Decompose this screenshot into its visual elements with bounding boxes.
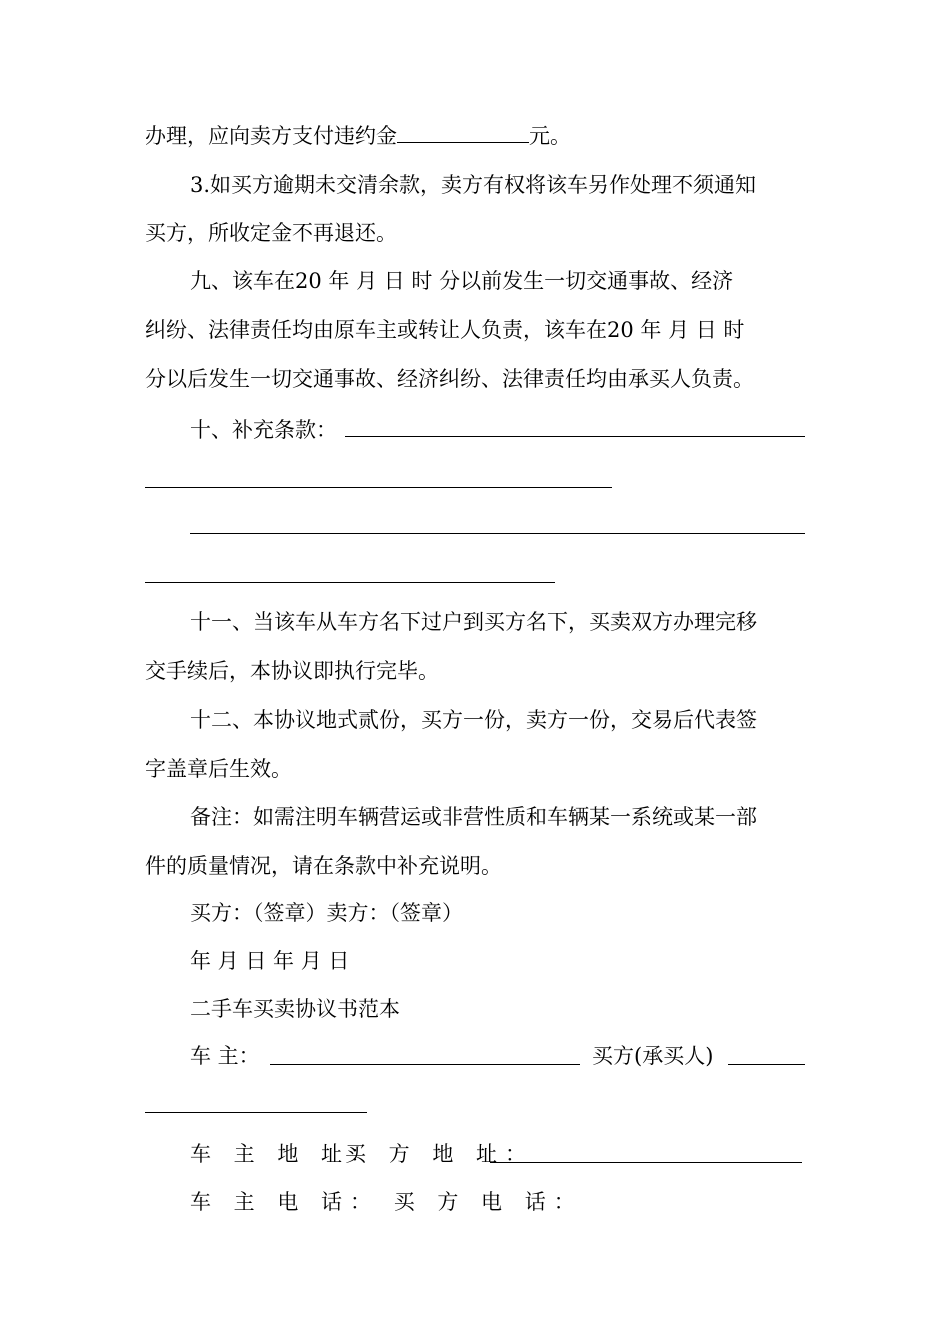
remark-line-1: 备注：如需注明车辆营运或非营性质和车辆某一系统或某一部 <box>190 805 757 829</box>
penalty-amount-blank <box>397 120 529 143</box>
supplement-blank-1 <box>345 436 805 437</box>
supplement-blank-3 <box>190 533 805 534</box>
buyer-address-blank <box>490 1162 802 1163</box>
supplement-blank-4 <box>145 582 555 583</box>
clause-11-line-1: 十一、当该车从车方名下过户到买方名下，买卖双方办理完移 <box>190 610 757 634</box>
remark-line-2: 件的质量情况，请在条款中补充说明。 <box>145 854 502 878</box>
clause-9-line-2: 纠纷、法律责任均由原车主或转让人负责，该车在20 年 月 日 时 <box>145 318 745 342</box>
buyer-blank-1 <box>728 1064 805 1065</box>
clause-12-line-1: 十二、本协议地式贰份，买方一份，卖方一份，交易后代表签 <box>190 708 757 732</box>
buyer-blank-2 <box>145 1112 367 1113</box>
buyer-address-label: 买 方 地 址： <box>345 1142 535 1166</box>
clause-9-line-3: 分以后发生一切交通事故、经济纠纷、法律责任均由承买人负责。 <box>145 367 754 391</box>
signature-line: 买方：（签章）卖方：（签章） <box>190 901 463 925</box>
penalty-line <box>145 120 571 151</box>
penalty-text: 办理，应向卖方支付违约金 <box>145 124 397 148</box>
clause-10-label: 十、补充条款： <box>190 418 337 442</box>
owner-buyer-line <box>190 1041 260 1071</box>
supplement-blank-2 <box>145 487 612 488</box>
date-line: 年 月 日 年 月 日 <box>190 949 350 973</box>
section-title: 二手车买卖协议书范本 <box>190 997 400 1021</box>
clause-12-line-2: 字盖章后生效。 <box>145 757 292 781</box>
clause-3-line-1: 3.如买方逾期未交清余款，卖方有权将该车另作处理不须通知 <box>190 173 757 197</box>
owner-address-label: 车 主 地 址： <box>190 1142 380 1166</box>
owner-blank <box>270 1064 580 1065</box>
owner-label: 车 主： <box>190 1044 260 1068</box>
clause-9-line-1: 九、该车在20 年 月 日 时 分以前发生一切交通事故、经济 <box>190 269 734 293</box>
penalty-unit: 元。 <box>529 124 571 148</box>
buyer-label: 买方(承买人) <box>592 1044 714 1068</box>
clause-11-line-2: 交手续后，本协议即执行完毕。 <box>145 659 439 683</box>
clause-3-line-2: 买方，所收定金不再退还。 <box>145 221 397 245</box>
phone-line: 车 主 电 话： 买 方 电 话： <box>190 1190 583 1214</box>
